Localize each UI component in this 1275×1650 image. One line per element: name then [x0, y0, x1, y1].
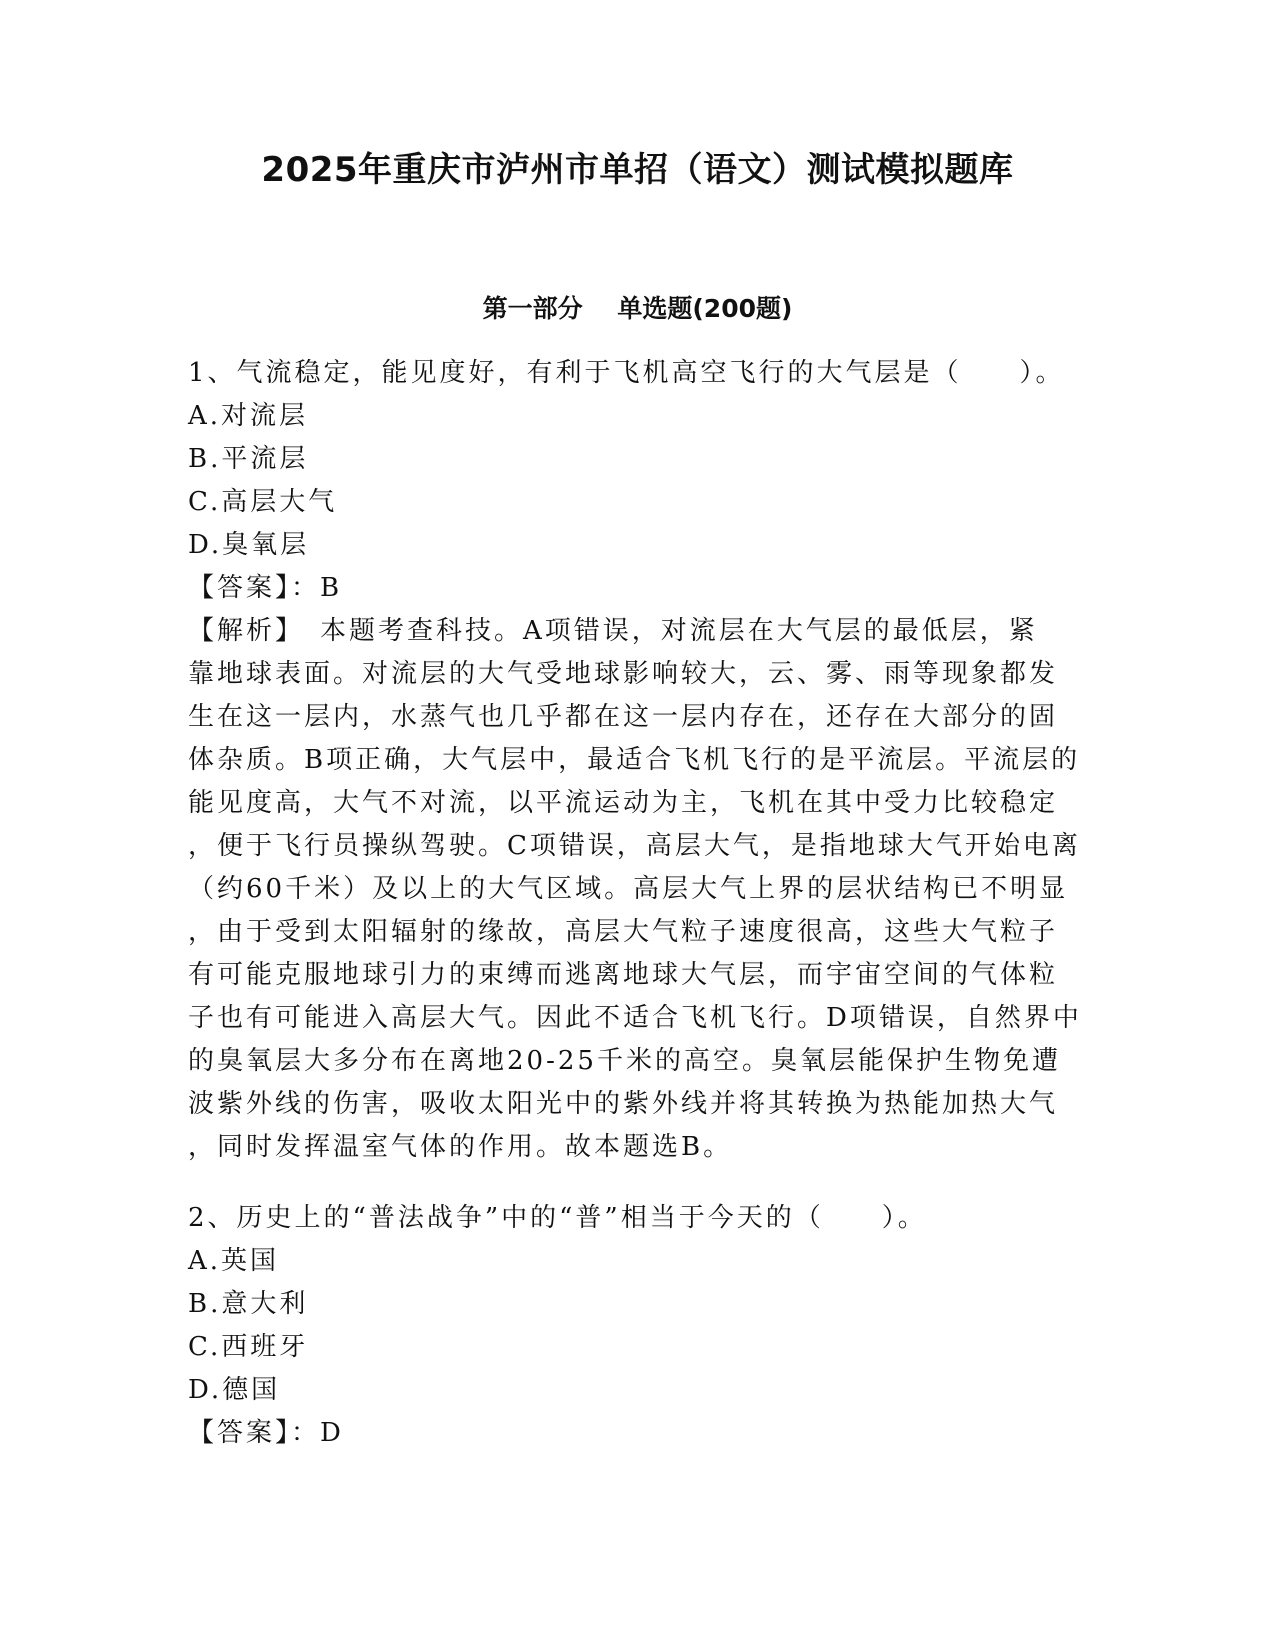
answer-line: 【答案】：D	[188, 1418, 344, 1448]
analysis-line: 能见度高，大气不对流，以平流运动为主，飞机在其中受力比较稳定	[188, 788, 1059, 818]
analysis-line: ，便于飞行员操纵驾驶。C项错误，高层大气，是指地球大气开始电离	[188, 831, 1081, 861]
option-b: B.平流层	[188, 444, 309, 474]
option-c: C.西班牙	[188, 1332, 309, 1362]
question-2	[188, 1197, 1088, 1455]
analysis-line: 体杂质。B项正确，大气层中，最适合飞机飞行的是平流层。平流层的	[188, 745, 1081, 775]
analysis-line: 波紫外线的伤害，吸收太阳光中的紫外线并将其转换为热能加热大气	[188, 1089, 1059, 1119]
option-b: B.意大利	[188, 1289, 309, 1319]
option-d: D.臭氧层	[188, 530, 310, 560]
option-a: A.对流层	[188, 401, 309, 431]
analysis-line: （约60千米）及以上的大气区域。高层大气上界的层状结构已不明显	[188, 874, 1069, 904]
option-a: A.英国	[188, 1246, 280, 1276]
analysis-line: 靠地球表面。对流层的大气受地球影响较大，云、雾、雨等现象都发	[188, 659, 1059, 689]
question-1	[188, 352, 1088, 1169]
analysis-line: 有可能克服地球引力的束缚而逃离地球大气层，而宇宙空间的气体粒	[188, 960, 1059, 990]
analysis-line: 【解析】 本题考查科技。A项错误，对流层在大气层的最低层，紧	[188, 616, 1038, 646]
option-d: D.德国	[188, 1375, 281, 1405]
analysis-line: 的臭氧层大多分布在离地20-25千米的高空。臭氧层能保护生物免遭	[188, 1046, 1061, 1076]
question-stem: 1、气流稳定，能见度好，有利于飞机高空飞行的大气层是（ ）。	[188, 358, 1065, 388]
analysis-line: ，同时发挥温室气体的作用。故本题选B。	[188, 1132, 733, 1162]
analysis-line: 子也有可能进入高层大气。因此不适合飞机飞行。D项错误，自然界中	[188, 1003, 1082, 1033]
question-stem: 2、历史上的“普法战争”中的“普”相当于今天的（ ）。	[188, 1203, 927, 1233]
analysis-line: 生在这一层内，水蒸气也几乎都在这一层内存在，还存在大部分的固	[188, 702, 1059, 732]
analysis-line: ，由于受到太阳辐射的缘故，高层大气粒子速度很高，这些大气粒子	[188, 917, 1059, 947]
option-c: C.高层大气	[188, 487, 338, 517]
answer-line: 【答案】：B	[188, 573, 343, 603]
section-title: 第一部分 单选题(200题)	[482, 294, 793, 323]
document-title: 2025年重庆市泸州市单招（语文）测试模拟题库	[261, 150, 1014, 190]
